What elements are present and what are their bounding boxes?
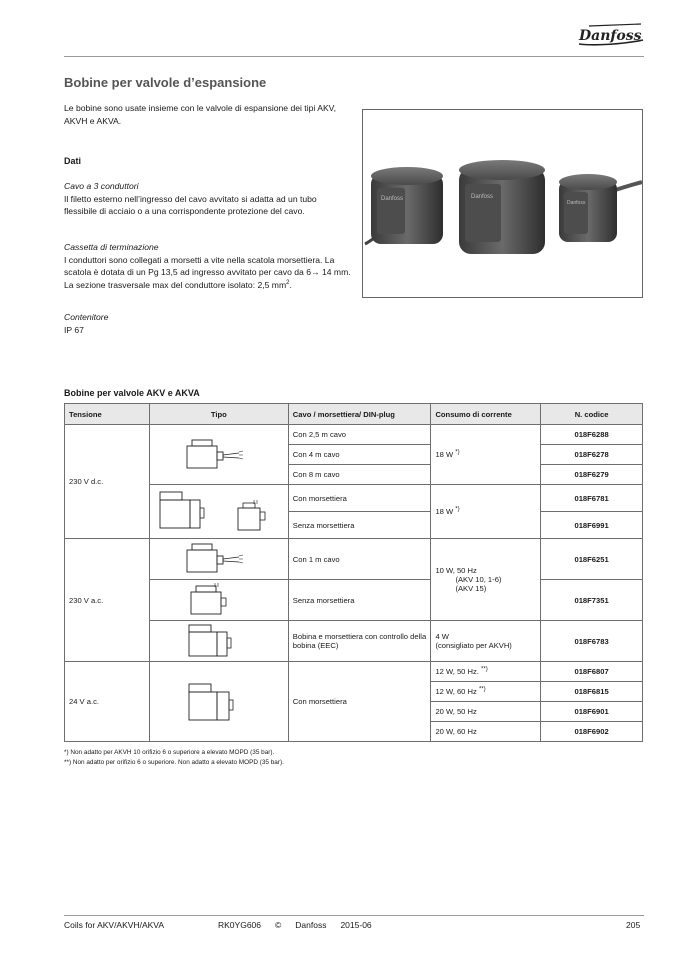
- coil-terminal-box-icon: [179, 676, 259, 726]
- box-title: Cassetta di terminazione: [64, 242, 159, 252]
- power-note: **): [481, 666, 488, 673]
- voltage-cell: 230 V a.c.: [65, 539, 150, 662]
- table-row: [65, 485, 643, 512]
- code-cell: 018F6815: [541, 682, 643, 702]
- cable-cell: Con 1 m cavo: [288, 539, 431, 580]
- danfoss-logo: [575, 22, 645, 48]
- logo-text: Danfoss: [579, 28, 642, 44]
- cable-cell: Senza morsettiera: [288, 512, 431, 539]
- table-row: [65, 662, 643, 682]
- coil-with-cable-icon: [179, 539, 259, 577]
- power-line: (AKV 15): [455, 584, 487, 593]
- table-row: [65, 580, 643, 621]
- header-rule: [64, 56, 644, 57]
- page-title: Bobine per valvole d’espansione: [64, 75, 267, 90]
- power-cell: [431, 425, 541, 485]
- footer-company: Danfoss: [295, 920, 327, 930]
- coil-table: [64, 403, 643, 742]
- coil-box-drawing-cell: [149, 485, 288, 539]
- header-code: N. codice: [541, 404, 643, 425]
- coils-photo: [362, 109, 643, 298]
- terminal-box-section: [64, 241, 354, 291]
- box-text-2: [64, 279, 354, 292]
- footnote-2: **) Non adatto per orifizio 6 o superiore. Non adatto a elevato MOPD (35 bar).: [64, 758, 284, 766]
- coil-cable-drawing-cell: [149, 539, 288, 580]
- cable-cell: Senza morsettiera: [288, 580, 431, 621]
- footnotes: [64, 748, 284, 767]
- power-cell: [431, 539, 541, 621]
- power-line: (AKV 10, 1-6): [455, 575, 502, 584]
- power-value: 12 W, 60 Hz: [435, 687, 477, 696]
- header-cable: Cavo / morsettiera/ DIN-plug: [288, 404, 431, 425]
- header-type: Tipo: [149, 404, 288, 425]
- coil-cable-drawing-cell: [149, 425, 288, 485]
- box-text-2-main: La sezione trasversale max del conduttore isolato: 2,5 mm: [64, 279, 287, 290]
- coils-illustration: [363, 110, 642, 297]
- power-value: 18 W: [435, 507, 454, 516]
- coil-plain-drawing-cell: [149, 580, 288, 621]
- table-row: [65, 621, 643, 662]
- table-row: [65, 539, 643, 580]
- intro-text: Le bobine sono usate insieme con le valvole di espansione dei tipi AKV, AKVH e AKVA.: [64, 103, 337, 126]
- footer-rule: [64, 915, 644, 916]
- box-text-1: I conduttori sono collegati a morsetti a vite nella scatola morsettiera. La scatola è dotata di un Pg 13,5 ad ingresso avvitato per cavo da 6→ 14 mm.: [64, 254, 351, 278]
- coil-2-mark: Danfoss: [471, 194, 494, 200]
- footer-copyright: ©: [275, 920, 282, 930]
- footnote-1: *) Non adatto per AKVH 10 orifizio 6 o superiore a elevato MOPD (35 bar).: [64, 749, 275, 756]
- cable-title: Cavo a 3 conduttori: [64, 181, 139, 191]
- power-cell: [431, 662, 541, 682]
- power-cell: [431, 621, 541, 662]
- header-power: Consumo di corrente: [431, 404, 541, 425]
- cable-cell: Con 4 m cavo: [288, 445, 431, 465]
- enclosure-section: [64, 311, 349, 336]
- power-line: 10 W, 50 Hz: [435, 566, 477, 575]
- coil-with-cable-icon: [179, 434, 259, 474]
- coil-terminal-box-icon: [179, 621, 259, 659]
- footer-doc-info: [218, 920, 372, 930]
- page-number: 205: [626, 920, 641, 930]
- code-cell: 018F6902: [541, 722, 643, 742]
- footer-title: Coils for AKV/AKVH/AKVA: [64, 920, 164, 930]
- power-cell: 20 W, 60 Hz: [431, 722, 541, 742]
- cable-cell: Con morsettiera: [288, 485, 431, 512]
- cable-cell: Con 8 m cavo: [288, 465, 431, 485]
- power-note: *): [455, 449, 460, 456]
- box-text-2-end: .: [289, 279, 292, 290]
- code-cell: 018F6991: [541, 512, 643, 539]
- cable-cell: Con morsettiera: [288, 662, 431, 742]
- cable-section: [64, 180, 349, 218]
- code-cell: 018F6251: [541, 539, 643, 580]
- cable-text: Il filetto esterno nell’ingresso del cavo avvitato si adatta ad un tubo flessibile di acciaio o a una corrispondente protezione del cavo.: [64, 193, 317, 217]
- power-note: *): [455, 506, 460, 513]
- coil-box-drawing-cell: [149, 662, 288, 742]
- code-cell: 018F6783: [541, 621, 643, 662]
- coil-3-mark: Danfoss: [567, 200, 586, 206]
- coil-terminal-box-icon: [154, 486, 284, 536]
- coil-1-mark: Danfoss: [381, 196, 404, 202]
- header-voltage: Tensione: [65, 404, 150, 425]
- power-note: **): [478, 686, 486, 693]
- coil-plain-icon: [179, 580, 259, 618]
- voltage-cell: 24 V a.c.: [65, 662, 150, 742]
- power-cell: [431, 485, 541, 539]
- code-cell: 018F6781: [541, 485, 643, 512]
- cable-cell: Bobina e morsettiera con controllo della bobina (EEC): [288, 621, 431, 662]
- footer-date: 2015-06: [340, 920, 372, 930]
- code-cell: 018F6279: [541, 465, 643, 485]
- box-text-2-sup: 2: [286, 279, 290, 286]
- table-row: [65, 425, 643, 445]
- power-line: 4 W: [435, 632, 449, 641]
- power-cell: [431, 682, 541, 702]
- footer-doc-code: RK0YG606: [218, 920, 261, 930]
- coil-box-drawing-cell: [149, 621, 288, 662]
- table-header-row: [65, 404, 643, 425]
- power-cell: 20 W, 50 Hz: [431, 702, 541, 722]
- data-heading: Dati: [64, 156, 82, 166]
- enclosure-value: IP 67: [64, 324, 84, 335]
- cable-cell: Con 2,5 m cavo: [288, 425, 431, 445]
- code-cell: 018F6278: [541, 445, 643, 465]
- power-line: (consigliato per AKVH): [435, 641, 512, 650]
- code-cell: 018F6288: [541, 425, 643, 445]
- enclosure-title: Contenitore: [64, 312, 109, 322]
- power-value: 18 W: [435, 450, 454, 459]
- table-title: Bobine per valvole AKV e AKVA: [64, 388, 200, 398]
- voltage-cell: 230 V d.c.: [65, 425, 150, 539]
- code-cell: 018F7351: [541, 580, 643, 621]
- code-cell: 018F6807: [541, 662, 643, 682]
- code-cell: 018F6901: [541, 702, 643, 722]
- power-value: 12 W, 50 Hz.: [435, 667, 479, 676]
